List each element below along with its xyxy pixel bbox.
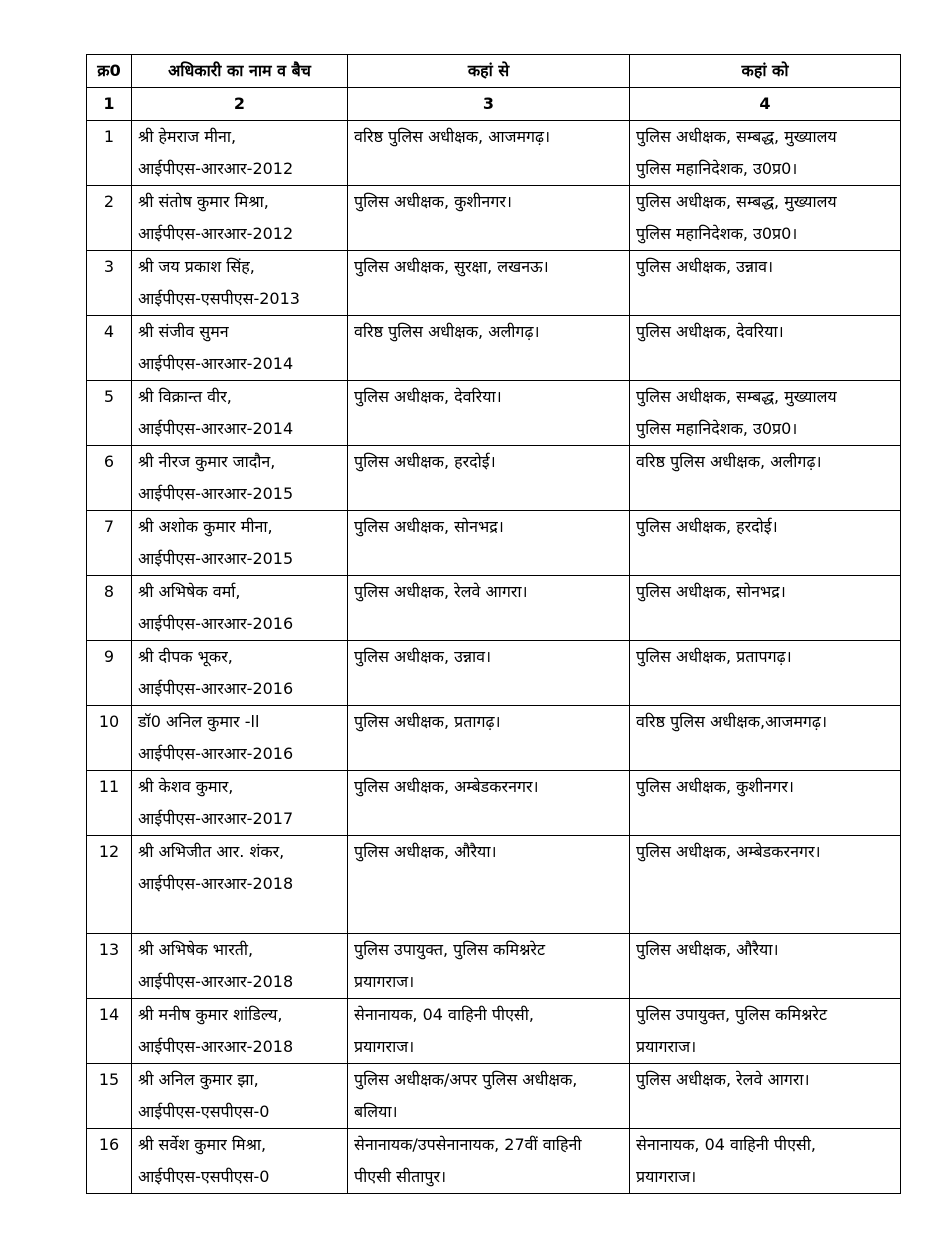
table-row <box>87 121 901 186</box>
to-posting-line: पुलिस अधीक्षक, प्रतापगढ़। <box>636 647 792 666</box>
officer-name: डॉ0 अनिल कुमार -ll <box>138 712 260 731</box>
to-posting-line: पुलिस अधीक्षक, औरैया। <box>636 940 779 959</box>
serial-number-cell: 4 <box>87 316 132 381</box>
serial-number-cell: 5 <box>87 381 132 446</box>
to-posting-line: वरिष्ठ पुलिस अधीक्षक,आजमगढ़। <box>636 712 828 731</box>
serial-number-cell: 8 <box>87 576 132 641</box>
from-posting-cell <box>348 706 630 771</box>
from-posting-cell <box>348 121 630 186</box>
to-posting-cell <box>630 446 901 511</box>
officer-batch: आईपीएस-आरआर-2012 <box>138 159 294 178</box>
from-posting-line: वरिष्ठ पुलिस अधीक्षक, अलीगढ़। <box>354 322 540 341</box>
officer-batch: आईपीएस-आरआर-2015 <box>138 484 294 503</box>
from-posting-cell <box>348 446 630 511</box>
table-row <box>87 1064 901 1129</box>
from-posting-cell <box>348 186 630 251</box>
header-to: कहां को <box>630 55 901 88</box>
serial-number-cell: 10 <box>87 706 132 771</box>
to-posting-line: पुलिस अधीक्षक, अम्बेडकरनगर। <box>636 842 821 861</box>
to-posting-cell <box>630 836 901 934</box>
officer-name: श्री जय प्रकाश सिंह, <box>138 257 255 276</box>
from-posting-line: सेनानायक, 04 वाहिनी पीएसी, <box>354 1005 534 1024</box>
header-from: कहां से <box>348 55 630 88</box>
header-row <box>87 55 901 88</box>
table-row <box>87 381 901 446</box>
officer-name: श्री केशव कुमार, <box>138 777 234 796</box>
to-posting-line: वरिष्ठ पुलिस अधीक्षक, अलीगढ़। <box>636 452 822 471</box>
to-posting-cell <box>630 771 901 836</box>
from-posting-line: पुलिस अधीक्षक, सुरक्षा, लखनऊ। <box>354 257 549 276</box>
serial-number-cell: 7 <box>87 511 132 576</box>
officer-name: श्री नीरज कुमार जादौन, <box>138 452 276 471</box>
table-row <box>87 706 901 771</box>
to-posting-cell <box>630 186 901 251</box>
to-posting-cell <box>630 121 901 186</box>
table-row <box>87 934 901 999</box>
from-posting-line: बलिया। <box>354 1102 398 1121</box>
officer-batch: आईपीएस-आरआर-2016 <box>138 679 294 698</box>
table-row <box>87 999 901 1064</box>
to-posting-cell <box>630 576 901 641</box>
from-posting-cell <box>348 1129 630 1194</box>
from-posting-line: पुलिस अधीक्षक, प्रतागढ़। <box>354 712 501 731</box>
to-posting-line: पुलिस अधीक्षक, उन्नाव। <box>636 257 774 276</box>
officer-cell <box>132 316 348 381</box>
table-row <box>87 1129 901 1194</box>
to-posting-cell <box>630 1064 901 1129</box>
from-posting-cell <box>348 641 630 706</box>
officer-name: श्री संतोष कुमार मिश्रा, <box>138 192 269 211</box>
officer-cell <box>132 121 348 186</box>
from-posting-cell <box>348 934 630 999</box>
from-posting-cell <box>348 836 630 934</box>
to-posting-line: पुलिस अधीक्षक, देवरिया। <box>636 322 784 341</box>
officer-batch: आईपीएस-आरआर-2012 <box>138 224 294 243</box>
officer-batch: आईपीएस-आरआर-2018 <box>138 1037 294 1056</box>
officer-cell <box>132 999 348 1064</box>
to-posting-line: प्रयागराज। <box>636 1167 697 1186</box>
column-number: 2 <box>132 88 348 121</box>
serial-number-cell: 3 <box>87 251 132 316</box>
officer-name: श्री अशोक कुमार मीना, <box>138 517 273 536</box>
officer-cell <box>132 934 348 999</box>
officer-batch: आईपीएस-आरआर-2015 <box>138 549 294 568</box>
table-row <box>87 251 901 316</box>
to-posting-cell <box>630 1129 901 1194</box>
from-posting-line: पुलिस अधीक्षक, देवरिया। <box>354 387 502 406</box>
to-posting-line: पुलिस अधीक्षक, सोनभद्र। <box>636 582 786 601</box>
from-posting-cell <box>348 316 630 381</box>
from-posting-line: पीएसी सीतापुर। <box>354 1167 447 1186</box>
to-posting-cell <box>630 641 901 706</box>
officer-name: श्री मनीष कुमार शांडिल्य, <box>138 1005 283 1024</box>
officer-name: श्री अभिजीत आर. शंकर, <box>138 842 285 861</box>
serial-number-cell: 2 <box>87 186 132 251</box>
from-posting-cell <box>348 576 630 641</box>
officer-name: श्री विक्रान्त वीर, <box>138 387 232 406</box>
from-posting-line: पुलिस अधीक्षक, उन्नाव। <box>354 647 492 666</box>
officer-cell <box>132 186 348 251</box>
officer-name: श्री अभिषेक भारती, <box>138 940 254 959</box>
to-posting-line: पुलिस अधीक्षक, सम्बद्ध, मुख्यालय <box>636 387 837 406</box>
officer-name: श्री दीपक भूकर, <box>138 647 233 666</box>
serial-number-cell: 1 <box>87 121 132 186</box>
serial-number-cell: 12 <box>87 836 132 934</box>
officer-batch: आईपीएस-आरआर-2018 <box>138 972 294 991</box>
table-row <box>87 641 901 706</box>
column-number-row <box>87 88 901 121</box>
to-posting-line: पुलिस अधीक्षक, सम्बद्ध, मुख्यालय <box>636 192 837 211</box>
to-posting-line: पुलिस अधीक्षक, कुशीनगर। <box>636 777 794 796</box>
from-posting-cell <box>348 771 630 836</box>
from-posting-cell <box>348 1064 630 1129</box>
officer-cell <box>132 446 348 511</box>
officer-cell <box>132 576 348 641</box>
serial-number-cell: 16 <box>87 1129 132 1194</box>
from-posting-line: सेनानायक/उपसेनानायक, 27वीं वाहिनी <box>354 1135 582 1154</box>
officer-batch: आईपीएस-आरआर-2014 <box>138 419 294 438</box>
from-posting-line: पुलिस उपायुक्त, पुलिस कमिश्नरेट <box>354 940 546 959</box>
table-row <box>87 836 901 934</box>
officer-cell <box>132 381 348 446</box>
from-posting-line: पुलिस अधीक्षक, अम्बेडकरनगर। <box>354 777 539 796</box>
to-posting-cell <box>630 934 901 999</box>
officer-name: श्री सर्वेश कुमार मिश्रा, <box>138 1135 267 1154</box>
from-posting-cell <box>348 511 630 576</box>
from-posting-line: पुलिस अधीक्षक, औरैया। <box>354 842 497 861</box>
officer-name: श्री संजीव सुमन <box>138 322 229 341</box>
to-posting-cell <box>630 251 901 316</box>
table-row <box>87 186 901 251</box>
from-posting-line: प्रयागराज। <box>354 1037 415 1056</box>
header-officer-name: अधिकारी का नाम व बैच <box>132 55 348 88</box>
column-number: 3 <box>348 88 630 121</box>
table-row <box>87 316 901 381</box>
serial-number-cell: 9 <box>87 641 132 706</box>
officer-cell <box>132 511 348 576</box>
officer-cell <box>132 641 348 706</box>
to-posting-line: पुलिस अधीक्षक, हरदोई। <box>636 517 778 536</box>
officer-name: श्री हेमराज मीना, <box>138 127 237 146</box>
to-posting-cell <box>630 706 901 771</box>
from-posting-line: पुलिस अधीक्षक/अपर पुलिस अधीक्षक, <box>354 1070 578 1089</box>
from-posting-line: पुलिस अधीक्षक, कुशीनगर। <box>354 192 512 211</box>
from-posting-line: पुलिस अधीक्षक, रेलवे आगरा। <box>354 582 528 601</box>
column-number: 4 <box>630 88 901 121</box>
to-posting-line: पुलिस अधीक्षक, रेलवे आगरा। <box>636 1070 810 1089</box>
column-number: 1 <box>87 88 132 121</box>
to-posting-cell <box>630 381 901 446</box>
table-row <box>87 446 901 511</box>
to-posting-line: पुलिस अधीक्षक, सम्बद्ध, मुख्यालय <box>636 127 837 146</box>
table-row <box>87 576 901 641</box>
serial-number-cell: 6 <box>87 446 132 511</box>
from-posting-cell <box>348 999 630 1064</box>
officer-batch: आईपीएस-आरआर-2017 <box>138 809 294 828</box>
serial-number-cell: 13 <box>87 934 132 999</box>
officer-batch: आईपीएस-एसपीएस-2013 <box>138 289 300 308</box>
officer-cell <box>132 1064 348 1129</box>
to-posting-cell <box>630 316 901 381</box>
serial-number-cell: 11 <box>87 771 132 836</box>
table-row <box>87 511 901 576</box>
table-row <box>87 771 901 836</box>
to-posting-line: प्रयागराज। <box>636 1037 697 1056</box>
to-posting-line: पुलिस महानिदेशक, उ0प्र0। <box>636 419 798 438</box>
serial-number-cell: 14 <box>87 999 132 1064</box>
to-posting-line: पुलिस महानिदेशक, उ0प्र0। <box>636 159 798 178</box>
to-posting-line: पुलिस उपायुक्त, पुलिस कमिश्नरेट <box>636 1005 828 1024</box>
from-posting-line: पुलिस अधीक्षक, सोनभद्र। <box>354 517 504 536</box>
officer-batch: आईपीएस-आरआर-2016 <box>138 744 294 763</box>
officer-cell <box>132 1129 348 1194</box>
transfer-table <box>86 54 901 1194</box>
officer-batch: आईपीएस-एसपीएस-0 <box>138 1167 270 1186</box>
header-sno: क्र0 <box>87 55 132 88</box>
from-posting-line: प्रयागराज। <box>354 972 415 991</box>
from-posting-cell <box>348 381 630 446</box>
officer-batch: आईपीएस-एसपीएस-0 <box>138 1102 270 1121</box>
from-posting-line: पुलिस अधीक्षक, हरदोई। <box>354 452 496 471</box>
officer-cell <box>132 836 348 934</box>
officer-cell <box>132 251 348 316</box>
to-posting-line: पुलिस महानिदेशक, उ0प्र0। <box>636 224 798 243</box>
officer-name: श्री अनिल कुमार झा, <box>138 1070 259 1089</box>
officer-cell <box>132 771 348 836</box>
from-posting-cell <box>348 251 630 316</box>
to-posting-cell <box>630 999 901 1064</box>
serial-number-cell: 15 <box>87 1064 132 1129</box>
officer-batch: आईपीएस-आरआर-2018 <box>138 874 294 893</box>
officer-name: श्री अभिषेक वर्मा, <box>138 582 241 601</box>
officer-batch: आईपीएस-आरआर-2016 <box>138 614 294 633</box>
to-posting-line: सेनानायक, 04 वाहिनी पीएसी, <box>636 1135 816 1154</box>
officer-batch: आईपीएस-आरआर-2014 <box>138 354 294 373</box>
from-posting-line: वरिष्ठ पुलिस अधीक्षक, आजमगढ़। <box>354 127 551 146</box>
to-posting-cell <box>630 511 901 576</box>
officer-cell <box>132 706 348 771</box>
